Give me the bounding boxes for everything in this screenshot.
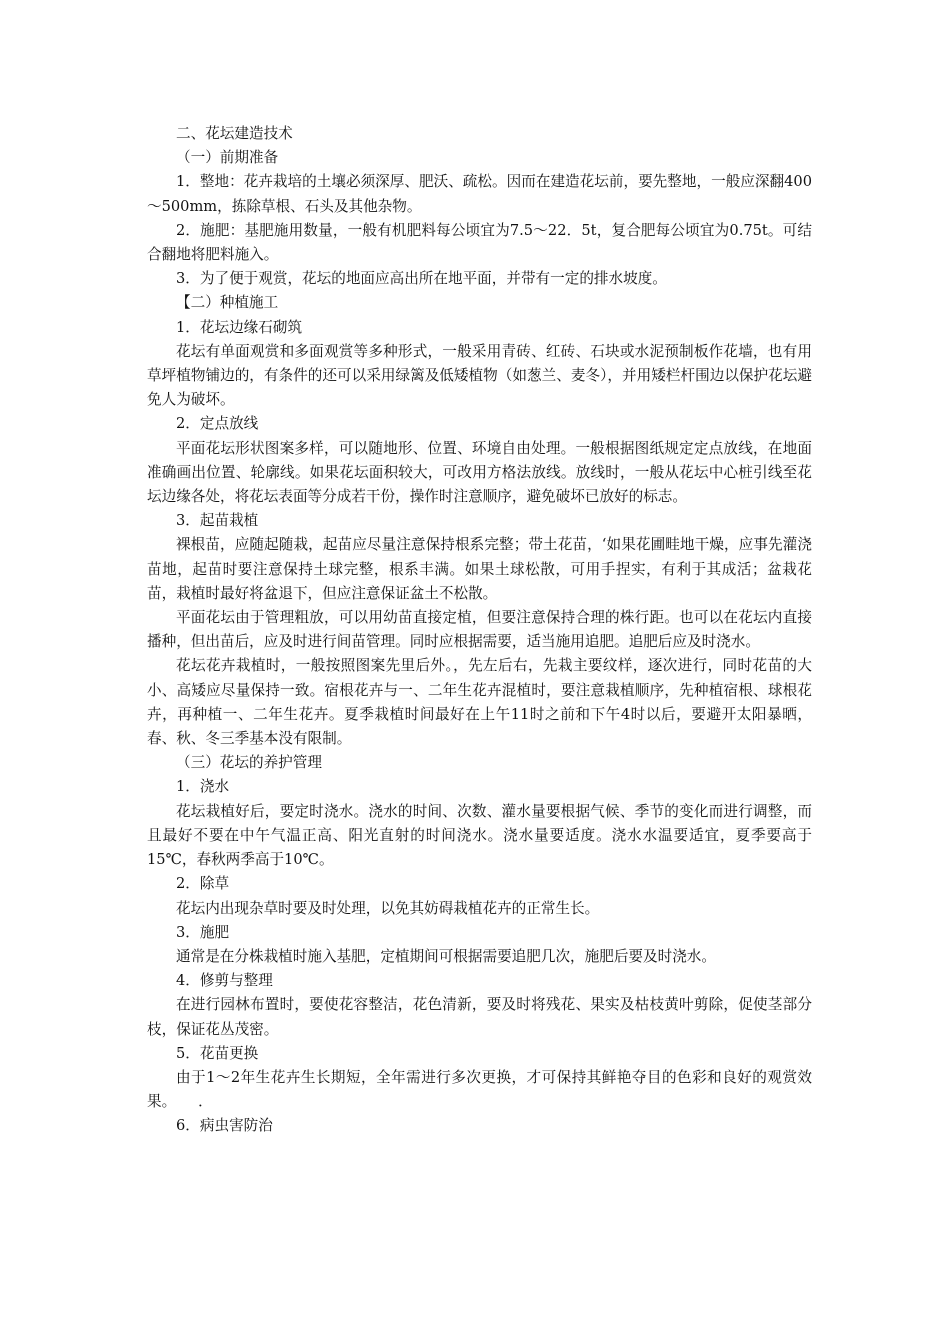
paragraph: 裸根苗，应随起随栽，起苗应尽量注意保持根系完整；带土花苗，‘如果花圃畦地干燥，应事先灌浇苗地，起苗时要注意保持土球完整，根系丰满。如果土球松散，可用手捏实，有利于其成活；盆栽花苗，栽植时最好将盆退下，但应注意保证盆土不松散。: [147, 536, 812, 602]
section-heading: 二、花坛建造技术: [176, 125, 293, 142]
paragraph: 平面花坛由于管理粗放，可以用幼苗直接定植，但要注意保持合理的株行距。也可以在花坛内直接播种，但出苗后，应及时进行间苗管理。同时应根据需要，适当施用追肥。追肥后应及时浇水。: [147, 609, 812, 651]
document-page: [147, 122, 812, 1139]
item-heading: 6．病虫害防治: [176, 1117, 273, 1135]
item-heading: 4．修剪与整理: [176, 972, 273, 990]
item-heading: 1．花坛边缘石砌筑: [176, 318, 303, 336]
item-heading: 2．除草: [176, 875, 230, 893]
paragraph: 2．施肥：基肥施用数量，一般有机肥料每公顷宜为7.5～22．5t，复合肥每公顷宜为0.75t。可结合翻地将肥料施入。: [147, 221, 812, 264]
paragraph: 通常是在分株栽植时施入基肥，定植期间可根据需要追肥几次，施肥后要及时浇水。: [176, 947, 716, 965]
item-heading: 2．定点放线: [176, 415, 259, 433]
subsection-heading: （三）花坛的养护管理: [176, 754, 322, 772]
paragraph: 花坛有单面观赏和多面观赏等多种形式，一般采用青砖、红砖、石块或水泥预制板作花墙，也有用草坪植物铺边的，有条件的还可以采用绿篱及低矮植物（如葱兰、麦冬），并用矮栏杆围边以保护花坛避免人为破坏。: [147, 342, 812, 409]
paragraph: 由于1～2年生花卉生长期短，全年需进行多次更换，才可保持其鲜艳夺目的色彩和良好的观赏效果。 ．: [147, 1068, 812, 1111]
item-heading: 5．花苗更换: [176, 1044, 259, 1062]
paragraph: 在进行园林布置时，要使花容整洁，花色清新，要及时将残花、果实及枯枝黄叶剪除，促使茎部分枝，保证花丛茂密。: [147, 996, 812, 1038]
item-heading: 3．施肥: [176, 923, 230, 941]
paragraph: 3．为了便于观赏，花坛的地面应高出所在地平面，并带有一定的排水坡度。: [176, 270, 667, 288]
subsection-heading: （一）前期准备: [176, 149, 279, 167]
item-heading: 3．起苗栽植: [176, 512, 259, 530]
paragraph: 花坛花卉栽植时，一般按照图案先里后外。，先左后右，先栽主要纹样，逐次进行，同时花苗的大小、高矮应尽量保持一致。宿根花卉与一、二年生花卉混植时，要注意栽植顺序，先种植宿根、球根花卉，再种植一、二年生花卉。夏季栽植时间最好在上午11时之前和下午4时以后，要避开太阳暴晒，春、秋、冬三季基本没有限制。: [147, 657, 812, 748]
item-heading: 1．浇水: [176, 778, 230, 796]
paragraph: 平面花坛形状图案多样，可以随地形、位置、环境自由处理。一般根据图纸规定定点放线，在地面准确画出位置、轮廓线。如果花坛面积较大，可改用方格法放线。放线时，一般从花坛中心桩引线至花坛边缘各处，将花坛表面等分成若干份，操作时注意顺序，避免破坏已放好的标志。: [147, 439, 812, 506]
subsection-heading: 【二）种植施工: [176, 294, 279, 312]
paragraph: 花坛栽植好后，要定时浇水。浇水的时间、次数、灌水量要根据气候、季节的变化而进行调整，而且最好不要在中午气温正高、阳光直射的时间浇水。浇水量要适度。浇水水温要适宜，夏季要高于15℃，春秋两季高于10℃。: [147, 802, 812, 869]
paragraph: 花坛内出现杂草时要及时处理，以免其妨碍栽植花卉的正常生长。: [176, 899, 600, 917]
paragraph: 1．整地：花卉栽培的土壤必须深厚、肥沃、疏松。因而在建造花坛前，要先整地，一般应深翻400～500mm，拣除草根、石头及其他杂物。: [147, 173, 812, 215]
